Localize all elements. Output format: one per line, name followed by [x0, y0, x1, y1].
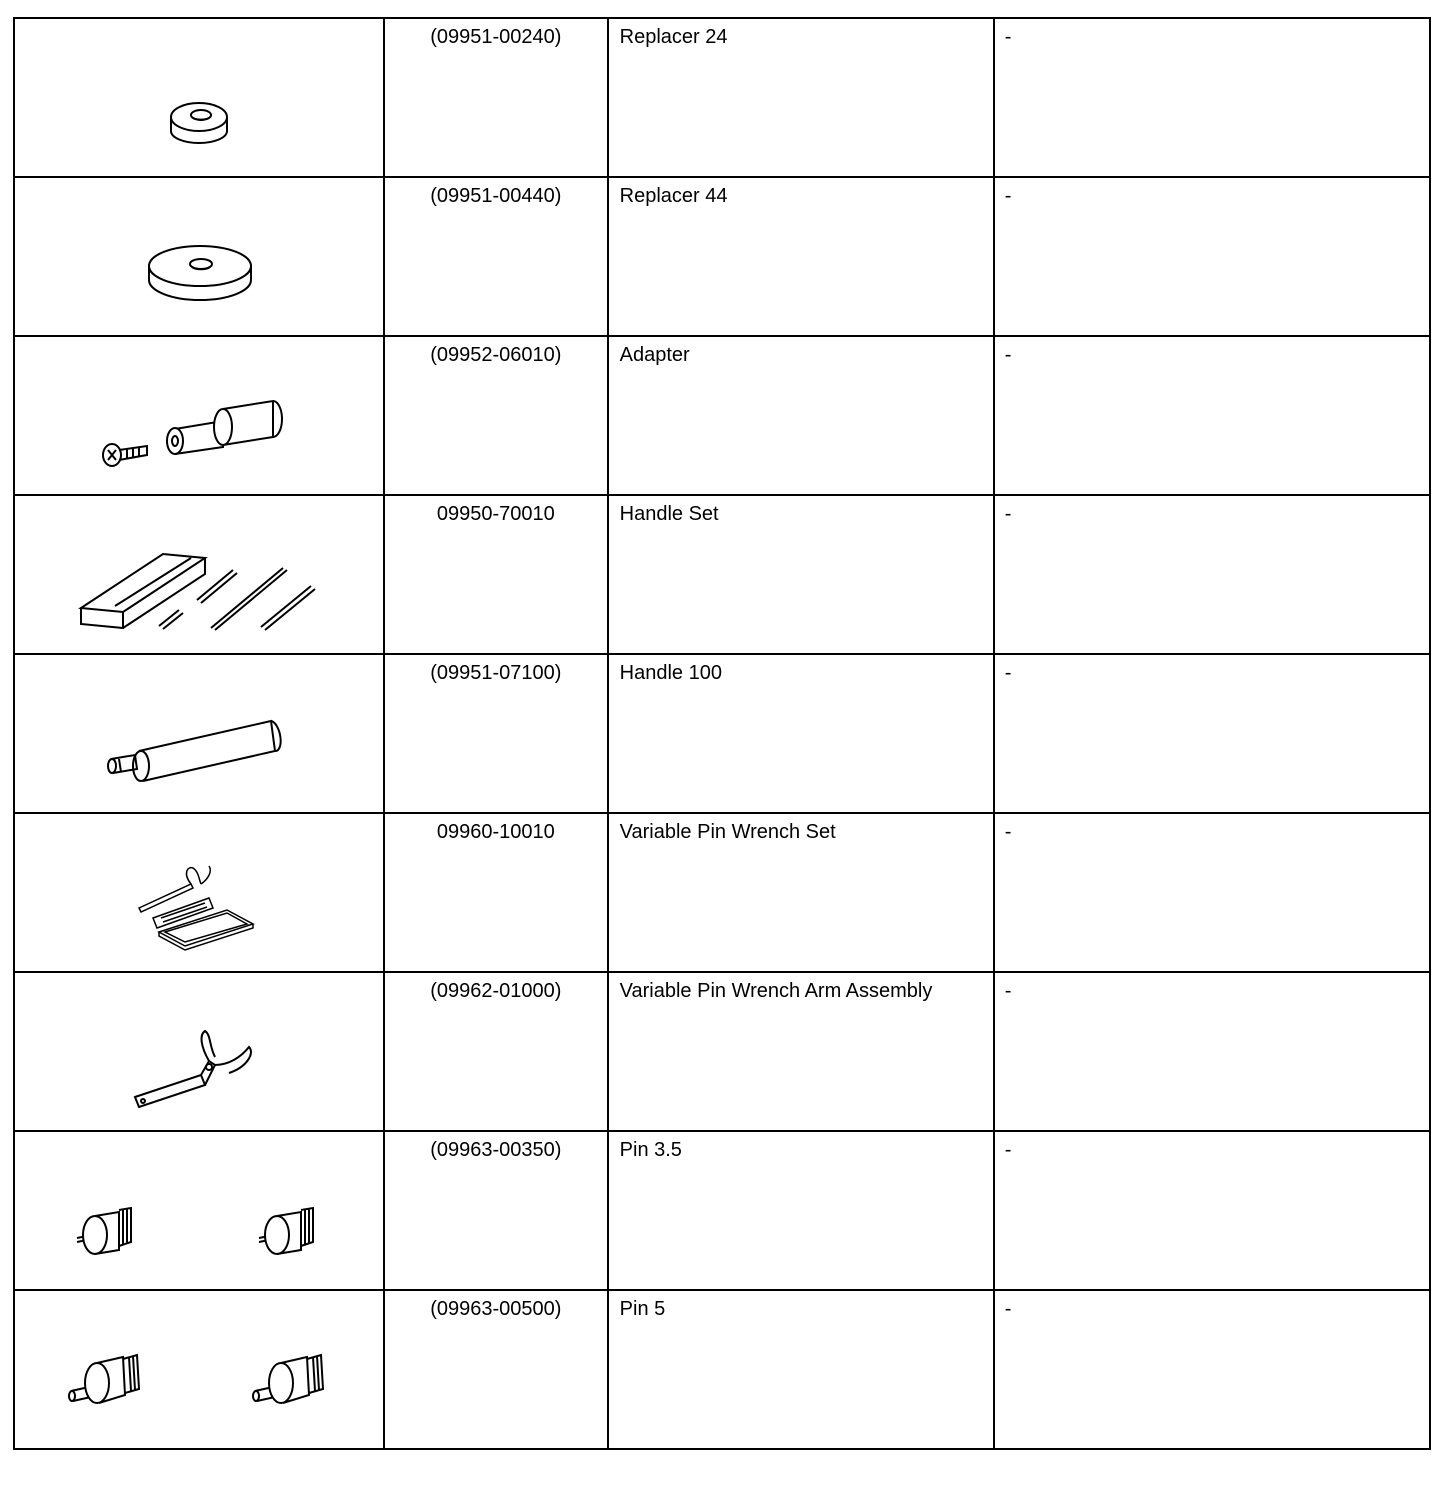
note-cell	[994, 972, 1430, 1131]
part-number-cell	[384, 654, 608, 813]
note: -	[1004, 26, 1012, 48]
part-number-cell	[384, 495, 608, 654]
tool-name: Replacer 24	[619, 26, 728, 48]
part-number: (09951-00240)	[430, 26, 562, 48]
note: -	[1004, 503, 1012, 525]
variable-pin-wrench-set-icon	[15, 814, 382, 971]
illustration-cell	[14, 813, 384, 972]
illustration-cell	[14, 1290, 384, 1449]
tool-name: Handle Set	[619, 503, 719, 525]
note-cell	[994, 18, 1430, 177]
part-number: (09951-00440)	[430, 185, 562, 207]
part-number: (09951-07100)	[430, 662, 562, 684]
table-row	[14, 18, 1430, 177]
tool-name-cell	[608, 177, 994, 336]
replacer-24-icon	[15, 19, 382, 176]
part-number-cell	[384, 972, 608, 1131]
part-number-cell	[384, 18, 608, 177]
illustration-cell	[14, 1131, 384, 1290]
part-number: 09960-10010	[436, 821, 555, 843]
table-row	[14, 813, 1430, 972]
tool-name: Variable Pin Wrench Set	[619, 821, 836, 843]
note-cell	[994, 177, 1430, 336]
adapter-icon	[15, 337, 382, 494]
table-row	[14, 495, 1430, 654]
tool-name: Handle 100	[619, 662, 722, 684]
tool-name: Pin 3.5	[619, 1139, 682, 1161]
part-number-cell	[384, 1290, 608, 1449]
pin-wrench-arm-icon	[15, 973, 382, 1130]
part-number: (09963-00350)	[430, 1139, 562, 1161]
illustration-cell	[14, 177, 384, 336]
note: -	[1004, 980, 1012, 1002]
part-number: (09963-00500)	[430, 1298, 562, 1320]
part-number-cell	[384, 813, 608, 972]
part-number-cell	[384, 336, 608, 495]
note: -	[1004, 662, 1012, 684]
part-number: (09962-01000)	[430, 980, 562, 1002]
handle-100-icon	[15, 655, 382, 812]
illustration-cell	[14, 18, 384, 177]
note: -	[1004, 1139, 1012, 1161]
table-row	[14, 654, 1430, 813]
pin-5-icon	[15, 1291, 382, 1448]
note: -	[1004, 185, 1012, 207]
tool-name-cell	[608, 1290, 994, 1449]
part-number-cell	[384, 177, 608, 336]
table-row	[14, 1131, 1430, 1290]
tool-name: Adapter	[619, 344, 690, 366]
tool-name: Variable Pin Wrench Arm Assembly	[619, 980, 933, 1002]
part-number-cell	[384, 1131, 608, 1290]
tool-name-cell	[608, 972, 994, 1131]
table-row	[14, 1290, 1430, 1449]
tool-name: Replacer 44	[619, 185, 728, 207]
note: -	[1004, 344, 1012, 366]
tool-name-cell	[608, 654, 994, 813]
note-cell	[994, 813, 1430, 972]
note: -	[1004, 1298, 1012, 1320]
tool-name-cell	[608, 18, 994, 177]
table-row	[14, 336, 1430, 495]
note: -	[1004, 821, 1012, 843]
note-cell	[994, 495, 1430, 654]
tool-name-cell	[608, 495, 994, 654]
illustration-cell	[14, 654, 384, 813]
special-tools-table	[13, 17, 1431, 1450]
handle-set-icon	[15, 496, 382, 653]
illustration-cell	[14, 336, 384, 495]
note-cell	[994, 1131, 1430, 1290]
table-row	[14, 177, 1430, 336]
pin-3-5-icon	[15, 1132, 382, 1289]
tool-name-cell	[608, 813, 994, 972]
tool-name-cell	[608, 336, 994, 495]
tool-name-cell	[608, 1131, 994, 1290]
illustration-cell	[14, 495, 384, 654]
table-row	[14, 972, 1430, 1131]
illustration-cell	[14, 972, 384, 1131]
note-cell	[994, 336, 1430, 495]
tool-name: Pin 5	[619, 1298, 666, 1320]
note-cell	[994, 1290, 1430, 1449]
note-cell	[994, 654, 1430, 813]
part-number: 09950-70010	[436, 503, 555, 525]
replacer-44-icon	[15, 178, 382, 335]
part-number: (09952-06010)	[430, 344, 562, 366]
